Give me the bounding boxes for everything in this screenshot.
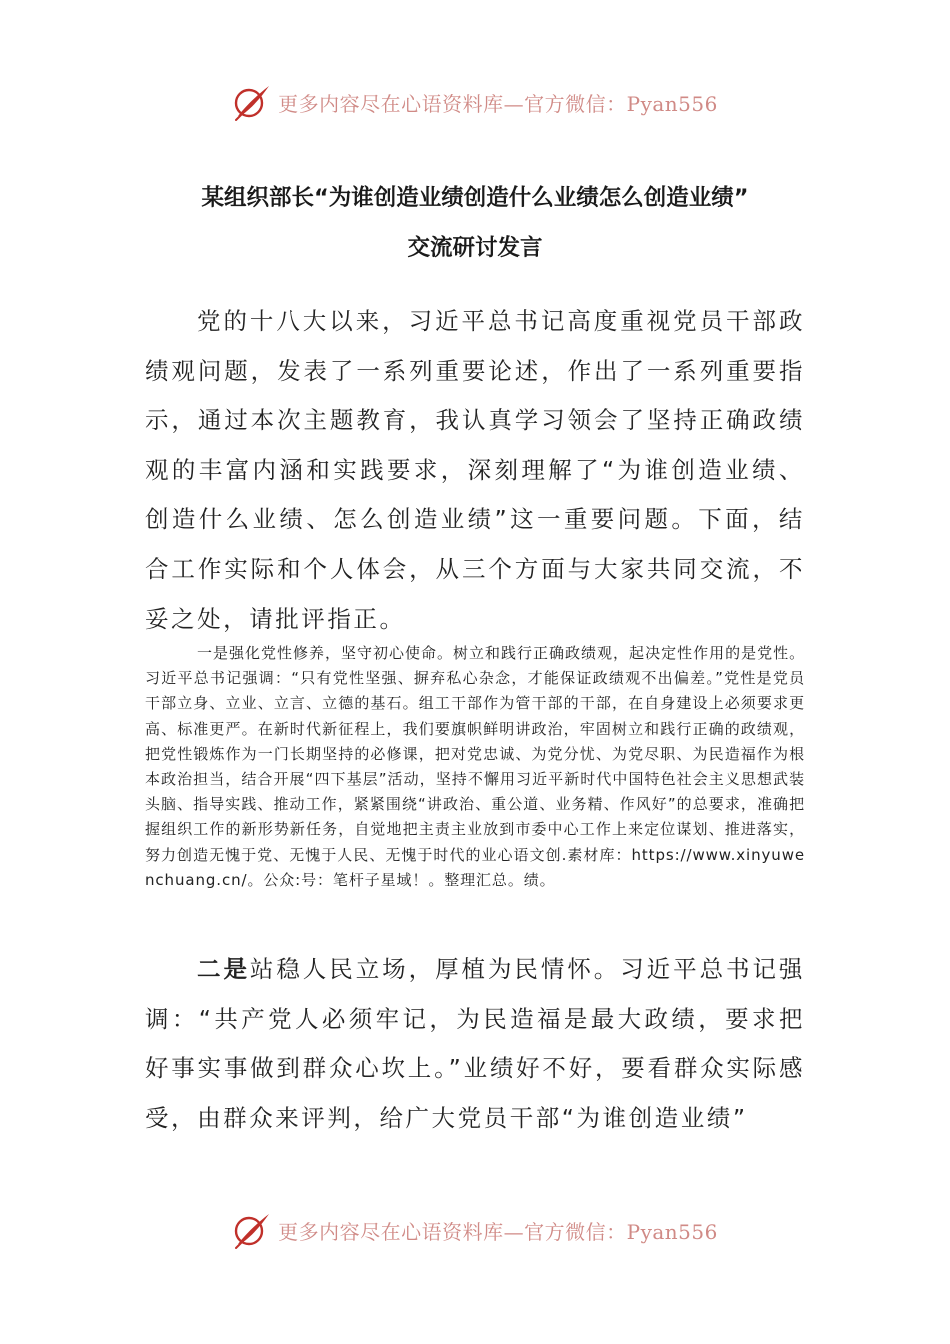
document-title-line2: 交流研讨发言 <box>407 235 543 261</box>
header-banner-text: 更多内容尽在心语资料库—官方微信：Pyan556 <box>278 91 718 116</box>
footer-banner <box>0 1206 950 1254</box>
paragraph-point-two-text <box>145 945 805 1143</box>
paragraph-point-one-text: 一是强化党性修养，坚守初心使命。树立和践行正确政绩观，起决定性作用的是党性。习近平总书记强调：“只有党性坚强、摒弃私心杂念，才能保证政绩观不出偏差。”党性是党员干部立身、立业、立言、立德的基石。组工干部作为管干部的干部，在自身建设上必须要求更高、标准更严。在新时代新征程上，我们要旗帜鲜明讲政治，牢固树立和践行正确的政绩观，把党性锻炼作为一门长期坚持的必修课，把对党忠诚、为党分忧、为党尽职、为民造福作为根本政治担当，结合开展“四下基层”活动，坚持不懈用习近平新时代中国特色社会主义思想武装头脑、指导实践、推动工作，紧紧围绕“讲政治、重公道、业务精、作风好”的总要求，准确把握组织工作的新形势新任务，自觉地把主责主业放到市委中心工作上来定位谋划、推进落实，努力创造无愧于党、无愧于人民、无愧于时代的业心语文创.素材库：https://www.xinyuwenchuang.cn/。公众:号：笔杆子星域！。整理汇总。绩。 <box>145 644 805 889</box>
quill-pen-logo-icon <box>232 82 272 122</box>
footer-banner-text: 更多内容尽在心语资料库—官方微信：Pyan556 <box>278 1219 718 1244</box>
point-two-lead: 二是 <box>197 955 250 983</box>
document-title-line1: 某组织部长“为谁创造业绩创造什么业绩怎么创造业绩” <box>201 185 749 211</box>
paragraph-intro-text: 党的十八大以来，习近平总书记高度重视党员干部政绩观问题，发表了一系列重要论述，作出了一系列重要指示，通过本次主题教育，我认真学习领会了坚持正确政绩观的丰富内涵和实践要求，深刻理解了“为谁创造业绩、创造什么业绩、怎么创造业绩”这一重要问题。下面，结合工作实际和个人体会，从三个方面与大家共同交流，不妥之处，请批评指正。 <box>145 307 805 633</box>
point-two-body: 站稳人民立场，厚植为民情怀。习近平总书记强调：“共产党人必须牢记，为民造福是最大政绩，要求把好事实事做到群众心坎上。”业绩好不好，要看群众实际感受，由群众来评判，给广大党员干部“为谁创造业绩” <box>145 955 805 1132</box>
paragraph-intro <box>145 297 805 644</box>
quill-pen-logo-icon <box>232 1210 272 1250</box>
paragraph-point-two <box>145 945 805 1143</box>
paragraph-point-one <box>145 641 805 893</box>
header-banner <box>0 78 950 126</box>
